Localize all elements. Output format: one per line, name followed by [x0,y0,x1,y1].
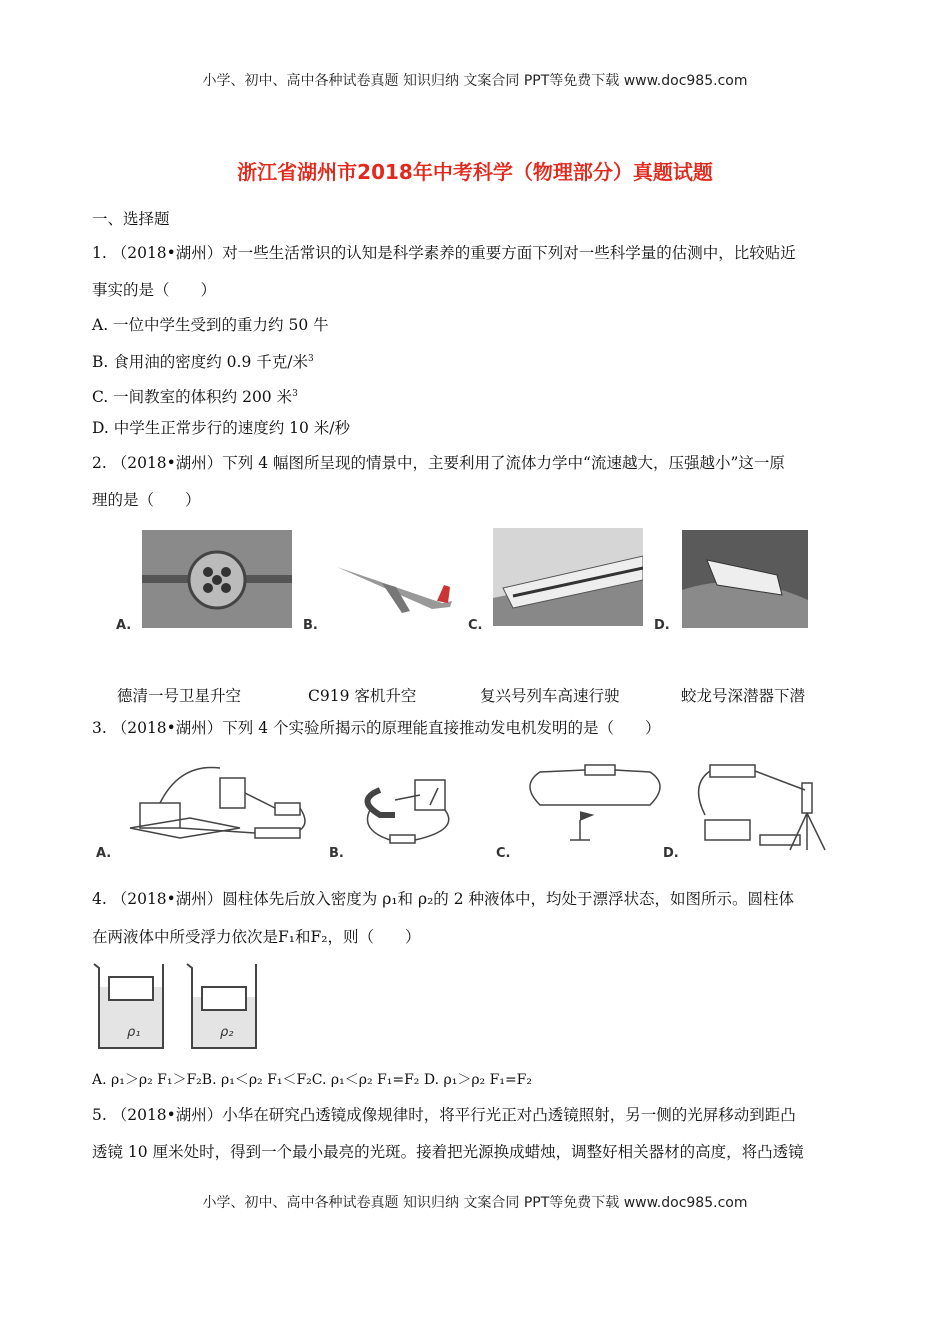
beaker-2-label: ρ₂ [220,1025,234,1040]
page-footer: 小学、初中、高中各种试卷真题 知识归纳 文案合同 PPT等免费下载 www.doc985.com [202,1195,748,1211]
q3-label-b: B. [329,846,344,861]
q4-stem: 4. （2018•湖州）圆柱体先后放入密度为 ρ₁和 ρ₂的 2 种液体中，均处于漂浮状态，如图所示。圆柱体 [92,890,795,908]
q1-stem: 1. （2018•湖州）对一些生活常识的认知是科学素养的重要方面下列对一些科学量的估测中，比较贴近 [92,244,796,262]
q5-stem-2: 透镜 10 厘米处时，得到一个最小最亮的光斑。接着把光源换成蜡烛，调整好相关器材的高度，将凸透镜 [92,1143,804,1161]
circuit-b-image [350,770,470,850]
caption-c: 复兴号列车高速行驶 [480,687,620,705]
caption-a: 德清一号卫星升空 [117,687,242,705]
page-title: 浙江省湖州市2018年中考科学（物理部分）真题试题 [237,160,713,184]
q4-options: A. ρ₁＞ρ₂ F₁＞F₂B. ρ₁＜ρ₂ F₁＜F₂C. ρ₁＜ρ₂ F₁=F₂ D. ρ₁＞ρ₂ F₁=F₂ [92,1072,533,1088]
circuit-a-image [120,758,310,848]
airplane-image [332,555,457,615]
q2-stem-2: 理的是（ ） [92,491,201,509]
q1-option-c [92,384,298,407]
q1-option-b [92,349,314,372]
q3-label-a: A. [96,846,112,861]
q5-stem: 5. （2018•湖州）小华在研究凸透镜成像规律时，将平行光正对凸透镜照射，另一侧的光屏移动到距凸 [92,1106,796,1124]
q4-stem-2: 在两液体中所受浮力依次是F₁和F₂，则（ ） [92,928,421,946]
q1-option-c-text: C. 一间教室的体积约 200 米 [92,388,293,407]
q1-option-b-text: B. 食用油的密度约 0.9 千克/米 [92,353,308,372]
q2-label-a: A. [116,618,132,633]
q3-label-d: D. [663,846,679,861]
q1-option-d: D. 中学生正常步行的速度约 10 米/秒 [92,419,351,437]
q3-label-c: C. [496,846,511,861]
q2-label-c: C. [468,618,483,633]
superscript: 3 [292,389,298,399]
circuit-c-image [520,760,670,850]
caption-d: 蛟龙号深潜器下潜 [681,687,806,705]
section-heading: 一、选择题 [92,210,170,228]
q2-label-b: B. [303,618,318,633]
q1-stem-2: 事实的是（ ） [92,281,217,299]
beaker-1-label: ρ₁ [127,1025,141,1040]
q1-option-a: A. 一位中学生受到的重力约 50 牛 [92,316,329,334]
circuit-d-image [690,755,840,855]
q2-label-d: D. [654,618,670,633]
satellite-image [142,530,292,628]
submersible-image [682,530,808,628]
train-image [493,528,643,626]
q2-stem: 2. （2018•湖州）下列 4 幅图所呈现的情景中，主要利用了流体力学中“流速越大，压强越小”这一原 [92,454,785,472]
caption-b: C919 客机升空 [308,687,417,705]
q3-stem: 3. （2018•湖州）下列 4 个实验所揭示的原理能直接推动发电机发明的是（ ） [92,719,661,737]
page-header: 小学、初中、高中各种试卷真题 知识归纳 文案合同 PPT等免费下载 www.doc985.com [202,73,748,89]
superscript: 3 [307,354,314,364]
